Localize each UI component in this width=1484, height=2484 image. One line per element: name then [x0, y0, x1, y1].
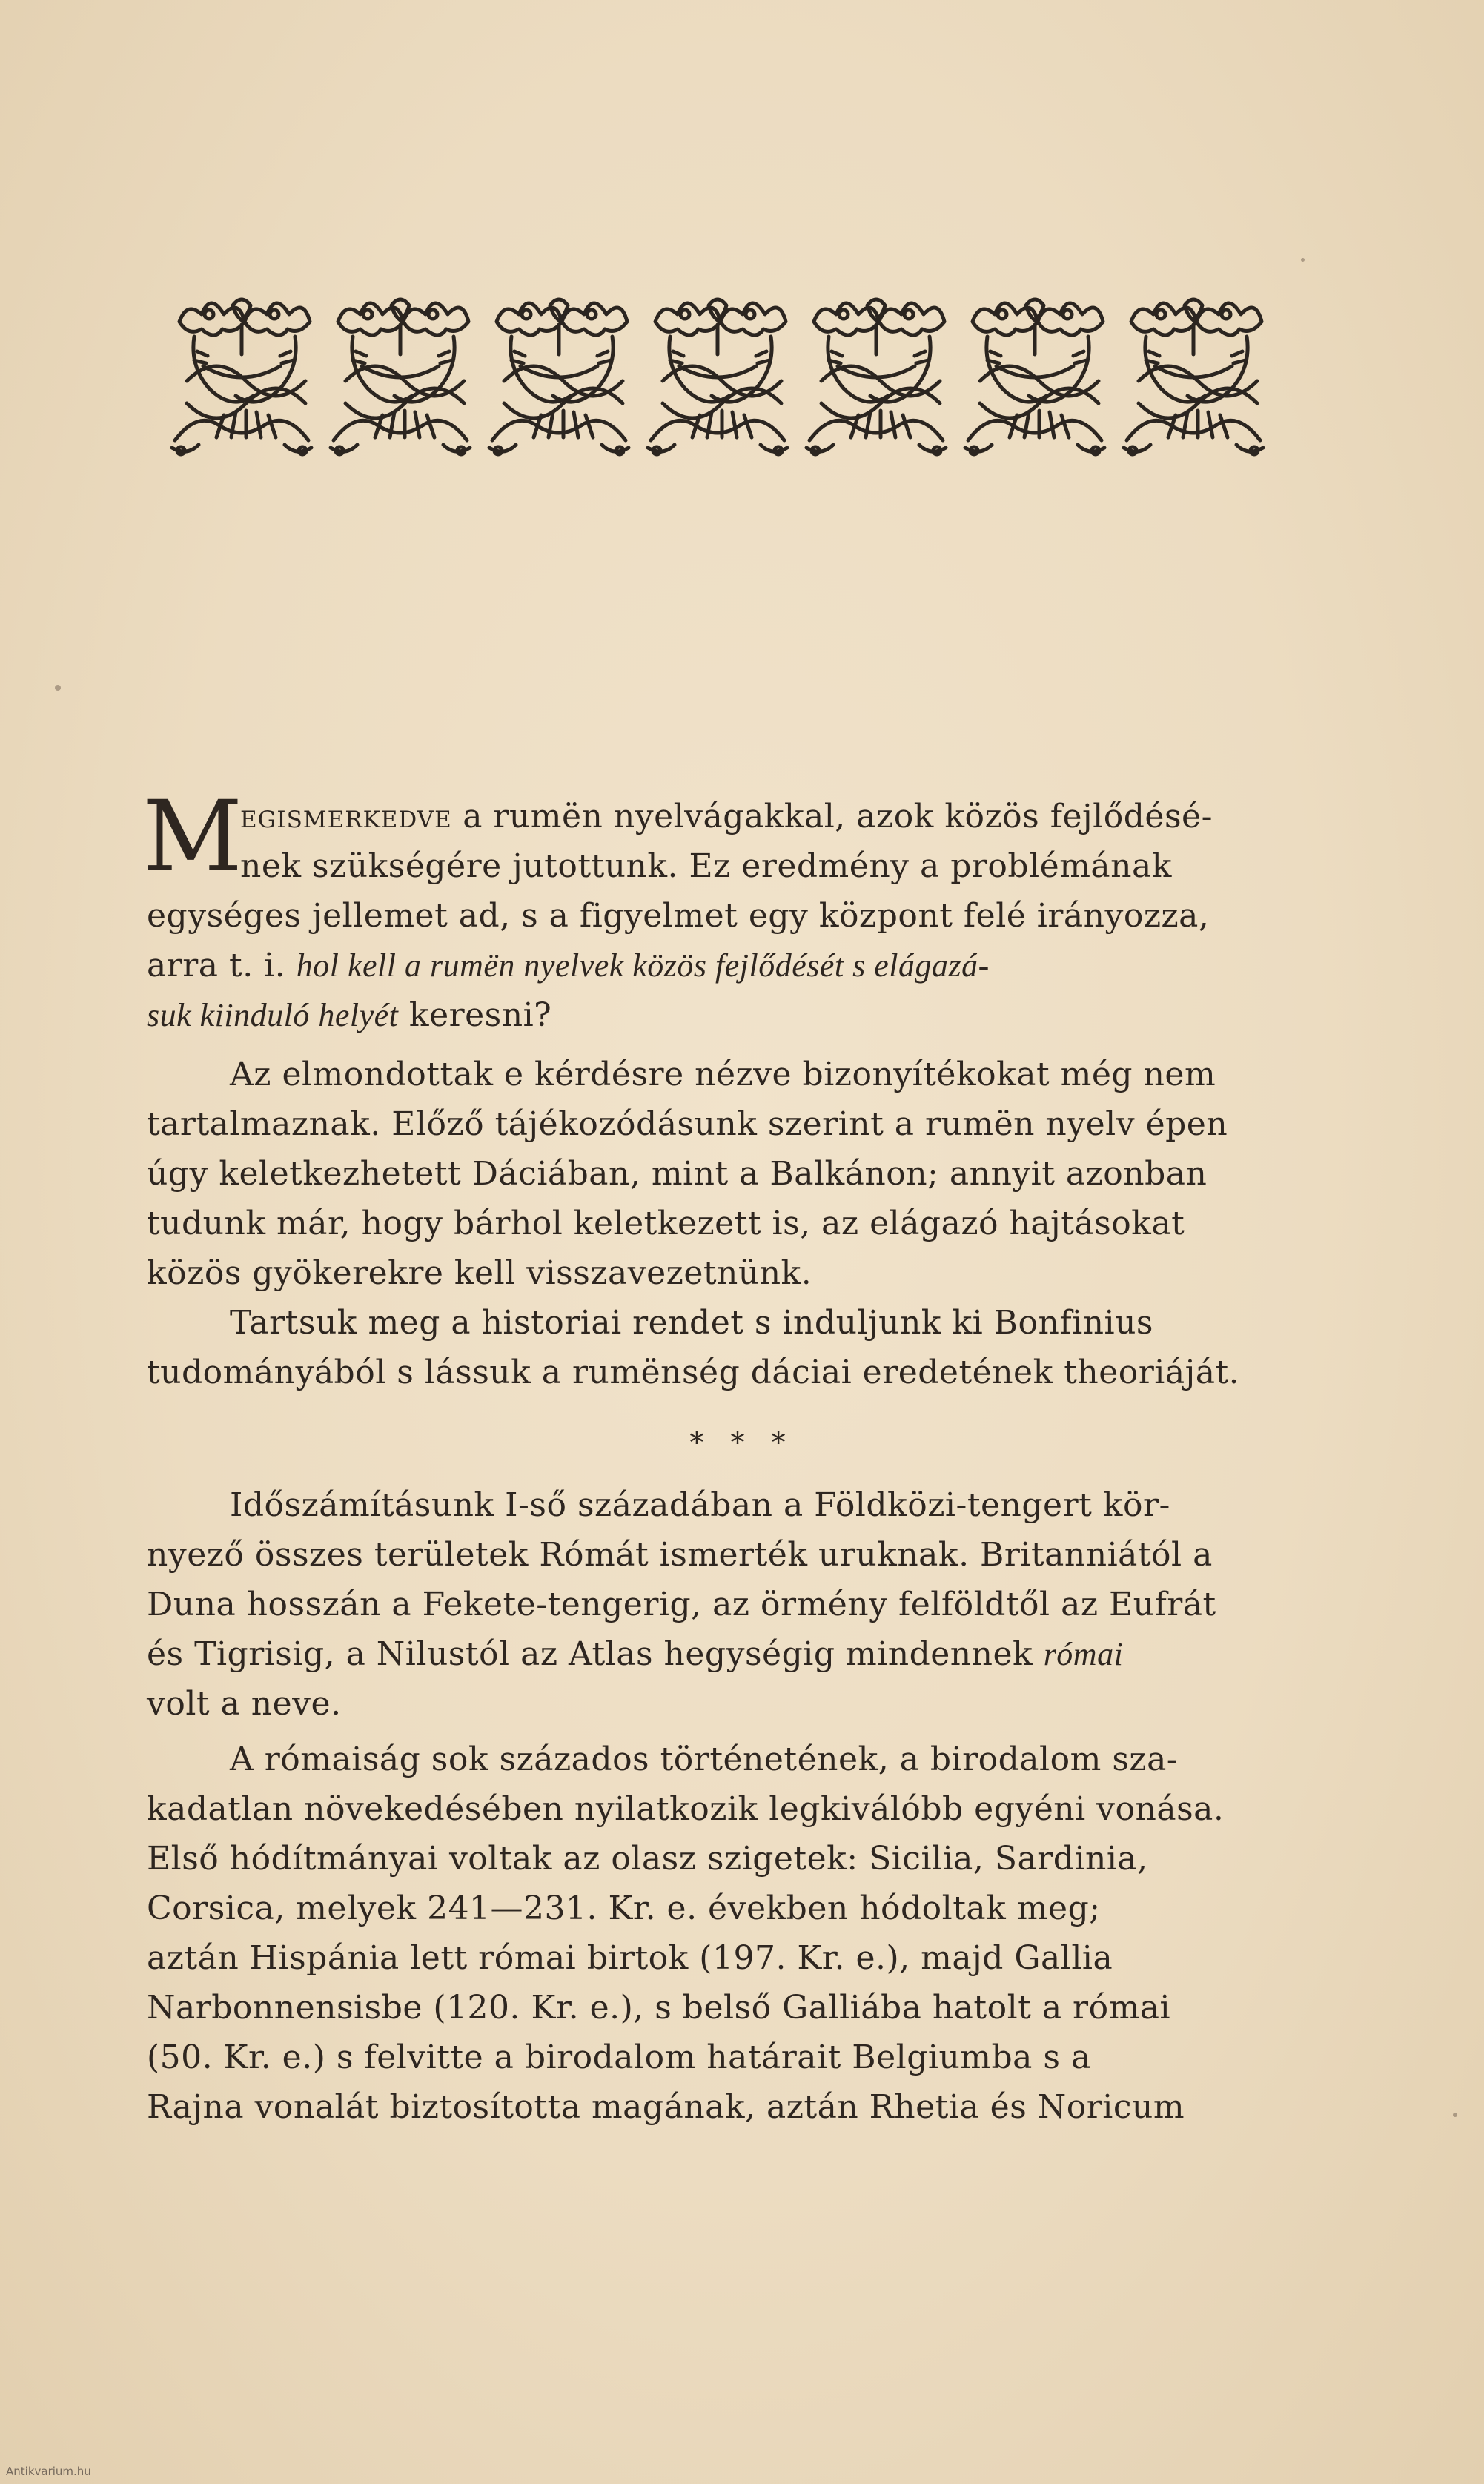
line: egységes jellemet ad, s a figyelmet egy központ felé irányozza,: [147, 897, 1210, 935]
line: aztán Hispánia lett római birtok (197. Kr. e.), majd Gallia: [147, 1939, 1113, 1977]
line: nek szükségére jutottunk. Ez eredmény a problémának: [240, 847, 1172, 885]
watermark: Antikvarium.hu: [6, 2465, 91, 2478]
paragraph-intro: [142, 780, 1263, 1040]
line: [147, 990, 1263, 1040]
ornament-tile-1: [172, 299, 311, 454]
paragraph-2: [147, 1050, 1263, 1298]
line: Az elmondottak e kérdésre nézve bizonyítékokat még nem: [230, 1056, 1216, 1093]
italic-run: hol kell a rumën nyelvek közös fejlődését s elágazá-: [296, 947, 990, 984]
small-caps-opening: egismerkedve: [240, 798, 452, 835]
paragraph-3: [147, 1298, 1263, 1397]
line: tartalmaznak. Előző tájékozódásunk szerint a rumën nyelv épen: [147, 1105, 1228, 1143]
line: Időszámításunk I-ső századában a Földközi-tengert kör-: [230, 1486, 1170, 1524]
line: Duna hosszán a Fekete-tengerig, az örmény felföldtől az Eufrát: [147, 1586, 1216, 1623]
line: tudományából s lássuk a rumënség dáciai eredetének theoriáját.: [147, 1354, 1240, 1391]
paragraph-5: [147, 1735, 1263, 2132]
text-run: keresni?: [408, 996, 552, 1034]
section-separator: * * *: [689, 1426, 795, 1459]
line: közös gyökerekre kell visszavezetnünk.: [147, 1254, 812, 1292]
paper-speck: [55, 685, 61, 691]
drop-cap: M: [142, 780, 243, 894]
line: kadatlan növekedésében nyilatkozik legkiválóbb egyéni vonása.: [147, 1790, 1225, 1828]
paper-speck: [1301, 258, 1305, 262]
text-run: a rumën nyelvágakkal, azok közös fejlődésé-: [463, 798, 1213, 835]
line: A rómaiság sok százados történetének, a birodalom sza-: [230, 1741, 1179, 1778]
italic-run: római: [1043, 1636, 1124, 1672]
line: volt a neve.: [147, 1685, 342, 1723]
decorative-header-band: [165, 291, 1271, 461]
line: [147, 1629, 1263, 1679]
ornament-tile-5: [806, 299, 946, 454]
line: úgy keletkezhetett Dáciában, mint a Balkánon; annyit azonban: [147, 1155, 1208, 1193]
line: Tartsuk meg a historiai rendet s induljunk ki Bonfinius: [230, 1304, 1154, 1342]
ornament-tile-6: [965, 299, 1104, 454]
paper-speck: [1453, 2113, 1457, 2117]
ornament-tile-4: [648, 299, 787, 454]
text-run: arra t. i.: [147, 947, 286, 984]
line: Corsica, melyek 241—231. Kr. e. években hódoltak meg;: [147, 1890, 1101, 1927]
line: nyező összes területek Rómát ismerték uruknak. Britanniától a: [147, 1536, 1213, 1574]
line: Narbonnensisbe (120. Kr. e.), s belső Galliába hatolt a római: [147, 1989, 1171, 2027]
line: tudunk már, hogy bárhol keletkezett is, az elágazó hajtásokat: [147, 1205, 1185, 1242]
line: [147, 941, 1263, 990]
ornament-tile-2: [331, 299, 470, 454]
italic-run: suk kiinduló helyét: [147, 997, 399, 1033]
ornament-tile-3: [489, 299, 629, 454]
line: Első hódítmányai voltak az olasz szigetek: Sicilia, Sardinia,: [147, 1840, 1148, 1878]
paragraph-4: [147, 1480, 1263, 1729]
line: (50. Kr. e.) s felvitte a birodalom határait Belgiumba s a: [147, 2038, 1091, 2076]
ornament-tile-7: [1124, 299, 1263, 454]
text-run: és Tigrisig, a Nilustól az Atlas hegységig mindennek: [147, 1635, 1033, 1673]
line: Rajna vonalát biztosította magának, aztán Rhetia és Noricum: [147, 2088, 1185, 2126]
